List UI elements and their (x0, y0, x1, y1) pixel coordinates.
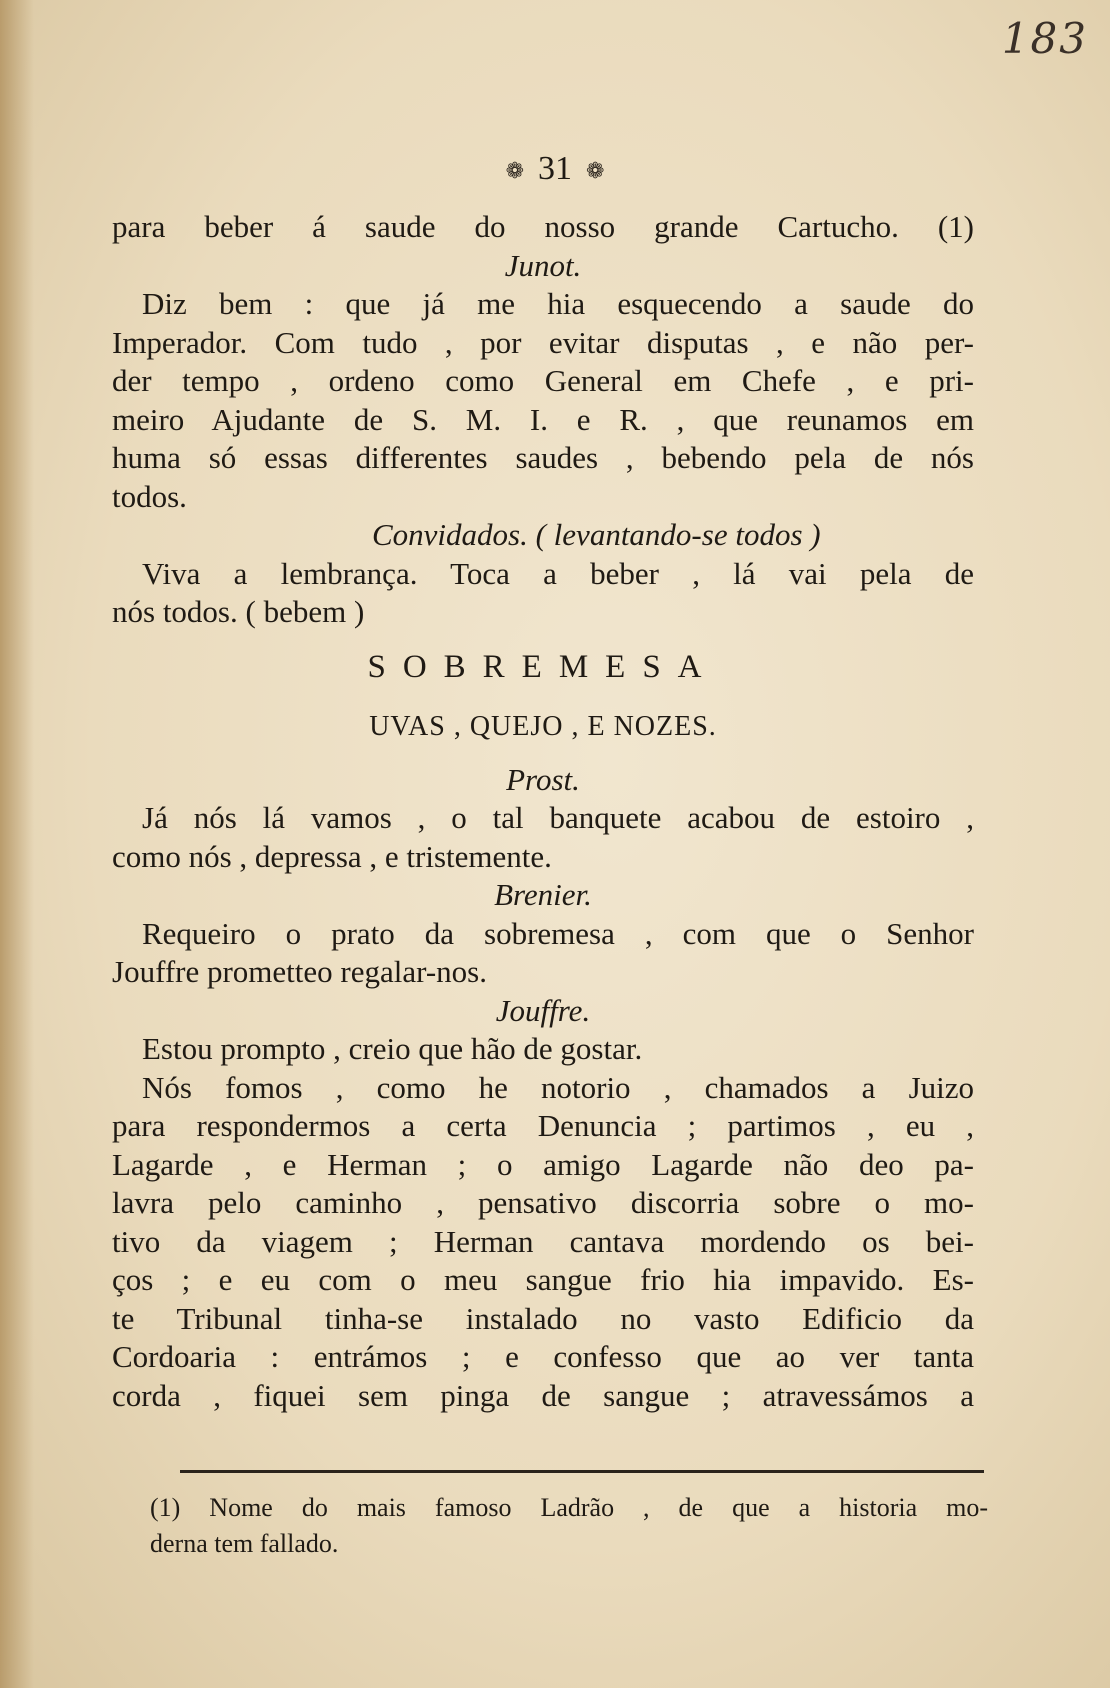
text-line: como nós , depressa , e tristemente. (112, 838, 552, 874)
text-line: huma só essas differentes saudes , bebendo pela de nós (112, 440, 974, 475)
page-number: 31 (538, 150, 572, 187)
text-line: tivo da viagem ; Herman cantava mordendo os bei- (112, 1223, 974, 1259)
text-line: Requeiro o prato da sobremesa , com que o Senhor (142, 915, 974, 951)
speaker-name: Convidados. ( levantando-se todos ) (372, 517, 821, 552)
section-subtitle: UVAS , QUEJO , E NOZES. (369, 711, 717, 742)
text-line: Diz bem : que já me hia esquecendo a saude do (142, 286, 974, 321)
footnote-line: (1) Nome do mais famoso Ladrão , de que a historia mo- (150, 1493, 988, 1522)
text-line: lavra pelo caminho , pensativo discorria sobre o mo- (112, 1185, 974, 1220)
text-line: para respondermos a certa Denuncia ; partimos , eu , (112, 1108, 974, 1143)
text-line: Nós fomos , como he notorio , chamados a Juizo (142, 1069, 974, 1105)
speaker-name: Junot. (504, 247, 582, 283)
text-line: Jouffre prometteo regalar-nos. (112, 954, 487, 989)
ornament-right-icon: ❁ (586, 158, 605, 184)
speaker-name: Prost. (506, 761, 580, 797)
text-line: Cordoaria : entrámos ; e confesso que ao ver tanta (112, 1339, 974, 1374)
text-line: para beber á saude do nosso grande Cartucho. (1) (112, 209, 974, 244)
footnote-rule (180, 1470, 984, 1473)
text-line: Imperador. Com tudo , por evitar disputas , e não per- (112, 324, 974, 360)
text-line: ços ; e eu com o meu sangue frio hia impavido. Es- (112, 1262, 974, 1297)
text-line: Estou prompto , creio que hão de gostar. (142, 1031, 643, 1066)
footnote (150, 1490, 988, 1562)
body-text (112, 208, 974, 1415)
text-line: Viva a lembrança. Toca a beber , lá vai pela de (142, 555, 974, 591)
section-title: SOBREMESA (367, 648, 719, 685)
page-gutter-shadow (0, 0, 34, 1688)
text-line: nós todos. ( bebem ) (112, 594, 365, 629)
text-line: Já nós lá vamos , o tal banquete acabou de estoiro , (142, 800, 974, 835)
page-header (0, 150, 1110, 188)
ornament-left-icon: ❁ (505, 158, 524, 184)
text-line: te Tribunal tinha-se instalado no vasto Edificio da (112, 1300, 974, 1336)
speaker-name: Brenier. (494, 877, 592, 912)
text-line: todos. (112, 478, 187, 514)
footnote-line: derna tem fallado. (150, 1529, 339, 1558)
text-line: meiro Ajudante de S. M. I. e R. , que reunamos em (112, 401, 974, 437)
text-line: Lagarde , e Herman ; o amigo Lagarde não deo pa- (112, 1146, 974, 1182)
text-line: der tempo , ordeno como General em Chefe , e pri- (112, 363, 974, 398)
text-line: corda , fiquei sem pinga de sangue ; atravessámos a (112, 1377, 974, 1413)
handwritten-folio-number: 183 (1001, 14, 1088, 63)
speaker-name: Jouffre. (495, 992, 591, 1028)
